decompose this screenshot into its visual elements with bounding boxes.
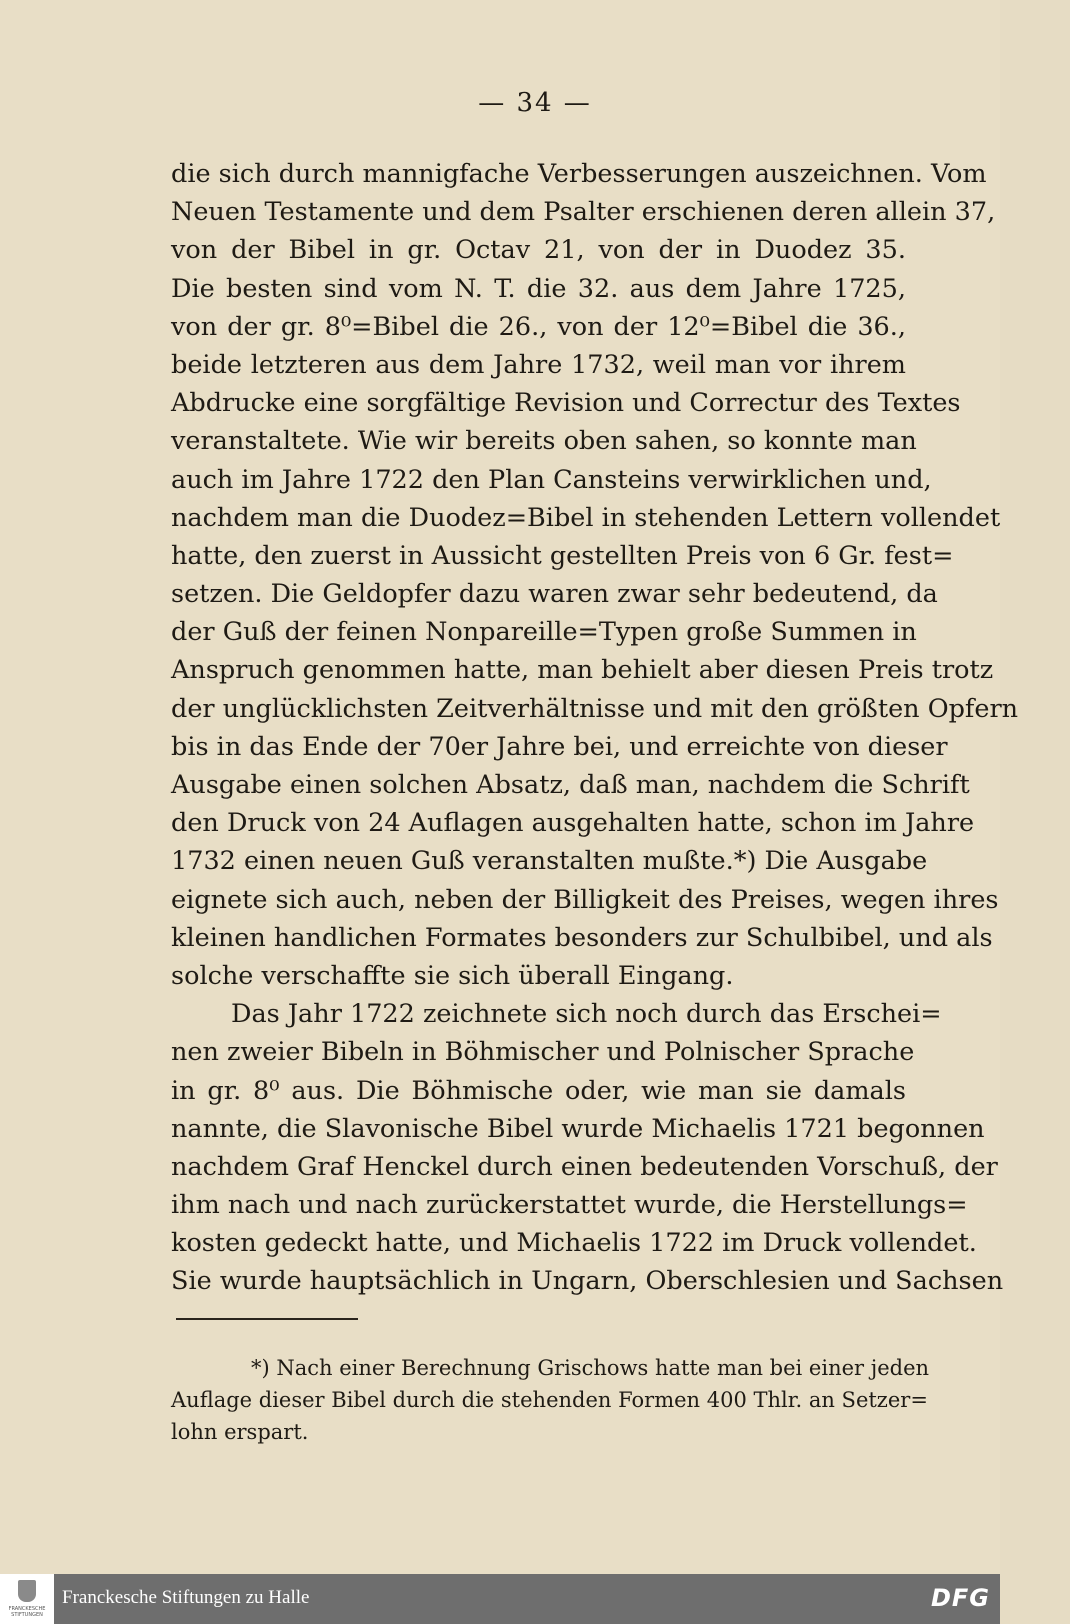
text-line: beide letzteren aus dem Jahre 1732, weil man vor ihrem (171, 349, 906, 380)
text-line: eignete sich auch, neben der Billigkeit des Preises, wegen ihres (171, 884, 999, 915)
text-line: Die besten sind vom N. T. die 32. aus dem Jahre 1725, (171, 273, 906, 304)
text-line: in gr. 8⁰ aus. Die Böhmische oder, wie man sie damals (171, 1075, 906, 1106)
text-line: Anspruch genommen hatte, man behielt aber diesen Preis trotz (171, 655, 994, 686)
text-line: kleinen handlichen Formates besonders zur Schulbibel, und als (171, 922, 993, 953)
text-line: solche verschaffte sie sich überall Eingang. (171, 960, 734, 991)
text-line: ihm nach und nach zurückerstattet wurde, die Herstellungs= (171, 1190, 968, 1221)
text-line: Neuen Testamente und dem Psalter erschienen deren allein 37, (171, 197, 996, 228)
text-line: den Druck von 24 Auflagen ausgehalten hatte, schon im Jahre (171, 808, 975, 839)
text-line: der unglücklichsten Zeitverhältnisse und mit den größten Opfern (171, 693, 1019, 724)
text-line: von der Bibel in gr. Octav 21, von der in Duodez 35. (171, 235, 906, 266)
text-line: nen zweier Bibeln in Böhmischer und Polnischer Sprache (171, 1037, 915, 1068)
text-line: nachdem man die Duodez=Bibel in stehenden Lettern vollendet (171, 502, 1001, 533)
logo-text: FRANCKESCHE STIFTUNGEN (8, 1606, 46, 1618)
text-line: der Guß der feinen Nonpareille=Typen große Summen in (171, 617, 917, 648)
institution-logo (0, 1574, 54, 1624)
text-line: 1732 einen neuen Guß veranstalten mußte.*) Die Ausgabe (171, 846, 928, 877)
text-line: bis in das Ende der 70er Jahre bei, und erreichte von dieser (171, 731, 948, 762)
body-text (171, 155, 1019, 1301)
dfg-logo: DFG (930, 1584, 990, 1612)
footer-bar (0, 1574, 1000, 1624)
footnote-line: lohn erspart. (171, 1420, 309, 1444)
text-line: setzen. Die Geldopfer dazu waren zwar sehr bedeutend, da (171, 579, 938, 610)
text-line: die sich durch mannigfache Verbesserungen auszeichnen. Vom (171, 159, 987, 189)
text-line: Das Jahr 1722 zeichnete sich noch durch das Erschei= (231, 999, 942, 1030)
logo-mark-icon (18, 1580, 36, 1602)
page-number: — 34 — (478, 88, 592, 118)
text-line: kosten gedeckt hatte, und Michaelis 1722 im Druck vollendet. (171, 1228, 977, 1259)
text-line: Ausgabe einen solchen Absatz, daß man, nachdem die Schrift (171, 770, 970, 800)
text-line: hatte, den zuerst in Aussicht gestellten Preis von 6 Gr. fest= (171, 540, 954, 571)
text-line: von der gr. 8⁰=Bibel die 26., von der 12⁰=Bibel die 36., (171, 311, 906, 342)
text-line: nannte, die Slavonische Bibel wurde Michaelis 1721 begonnen (171, 1113, 985, 1144)
institution-name: Franckesche Stiftungen zu Halle (62, 1587, 310, 1608)
text-line: nachdem Graf Henckel durch einen bedeutenden Vorschuß, der (171, 1151, 998, 1182)
footnote-line: *) Nach einer Berechnung Grischows hatte man bei einer jeden (251, 1356, 930, 1380)
footnote-line: Auflage dieser Bibel durch die stehenden Formen 400 Thlr. an Setzer= (171, 1388, 928, 1412)
footnote-separator (176, 1318, 358, 1320)
text-line: veranstaltete. Wie wir bereits oben sahen, so konnte man (171, 426, 917, 457)
text-line: Abdrucke eine sorgfältige Revision und Correctur des Textes (171, 388, 961, 419)
text-line: Sie wurde hauptsächlich in Ungarn, Oberschlesien und Sachsen (171, 1266, 1004, 1297)
footnote (171, 1352, 930, 1448)
text-line: auch im Jahre 1722 den Plan Cansteins verwirklichen und, (171, 464, 932, 495)
